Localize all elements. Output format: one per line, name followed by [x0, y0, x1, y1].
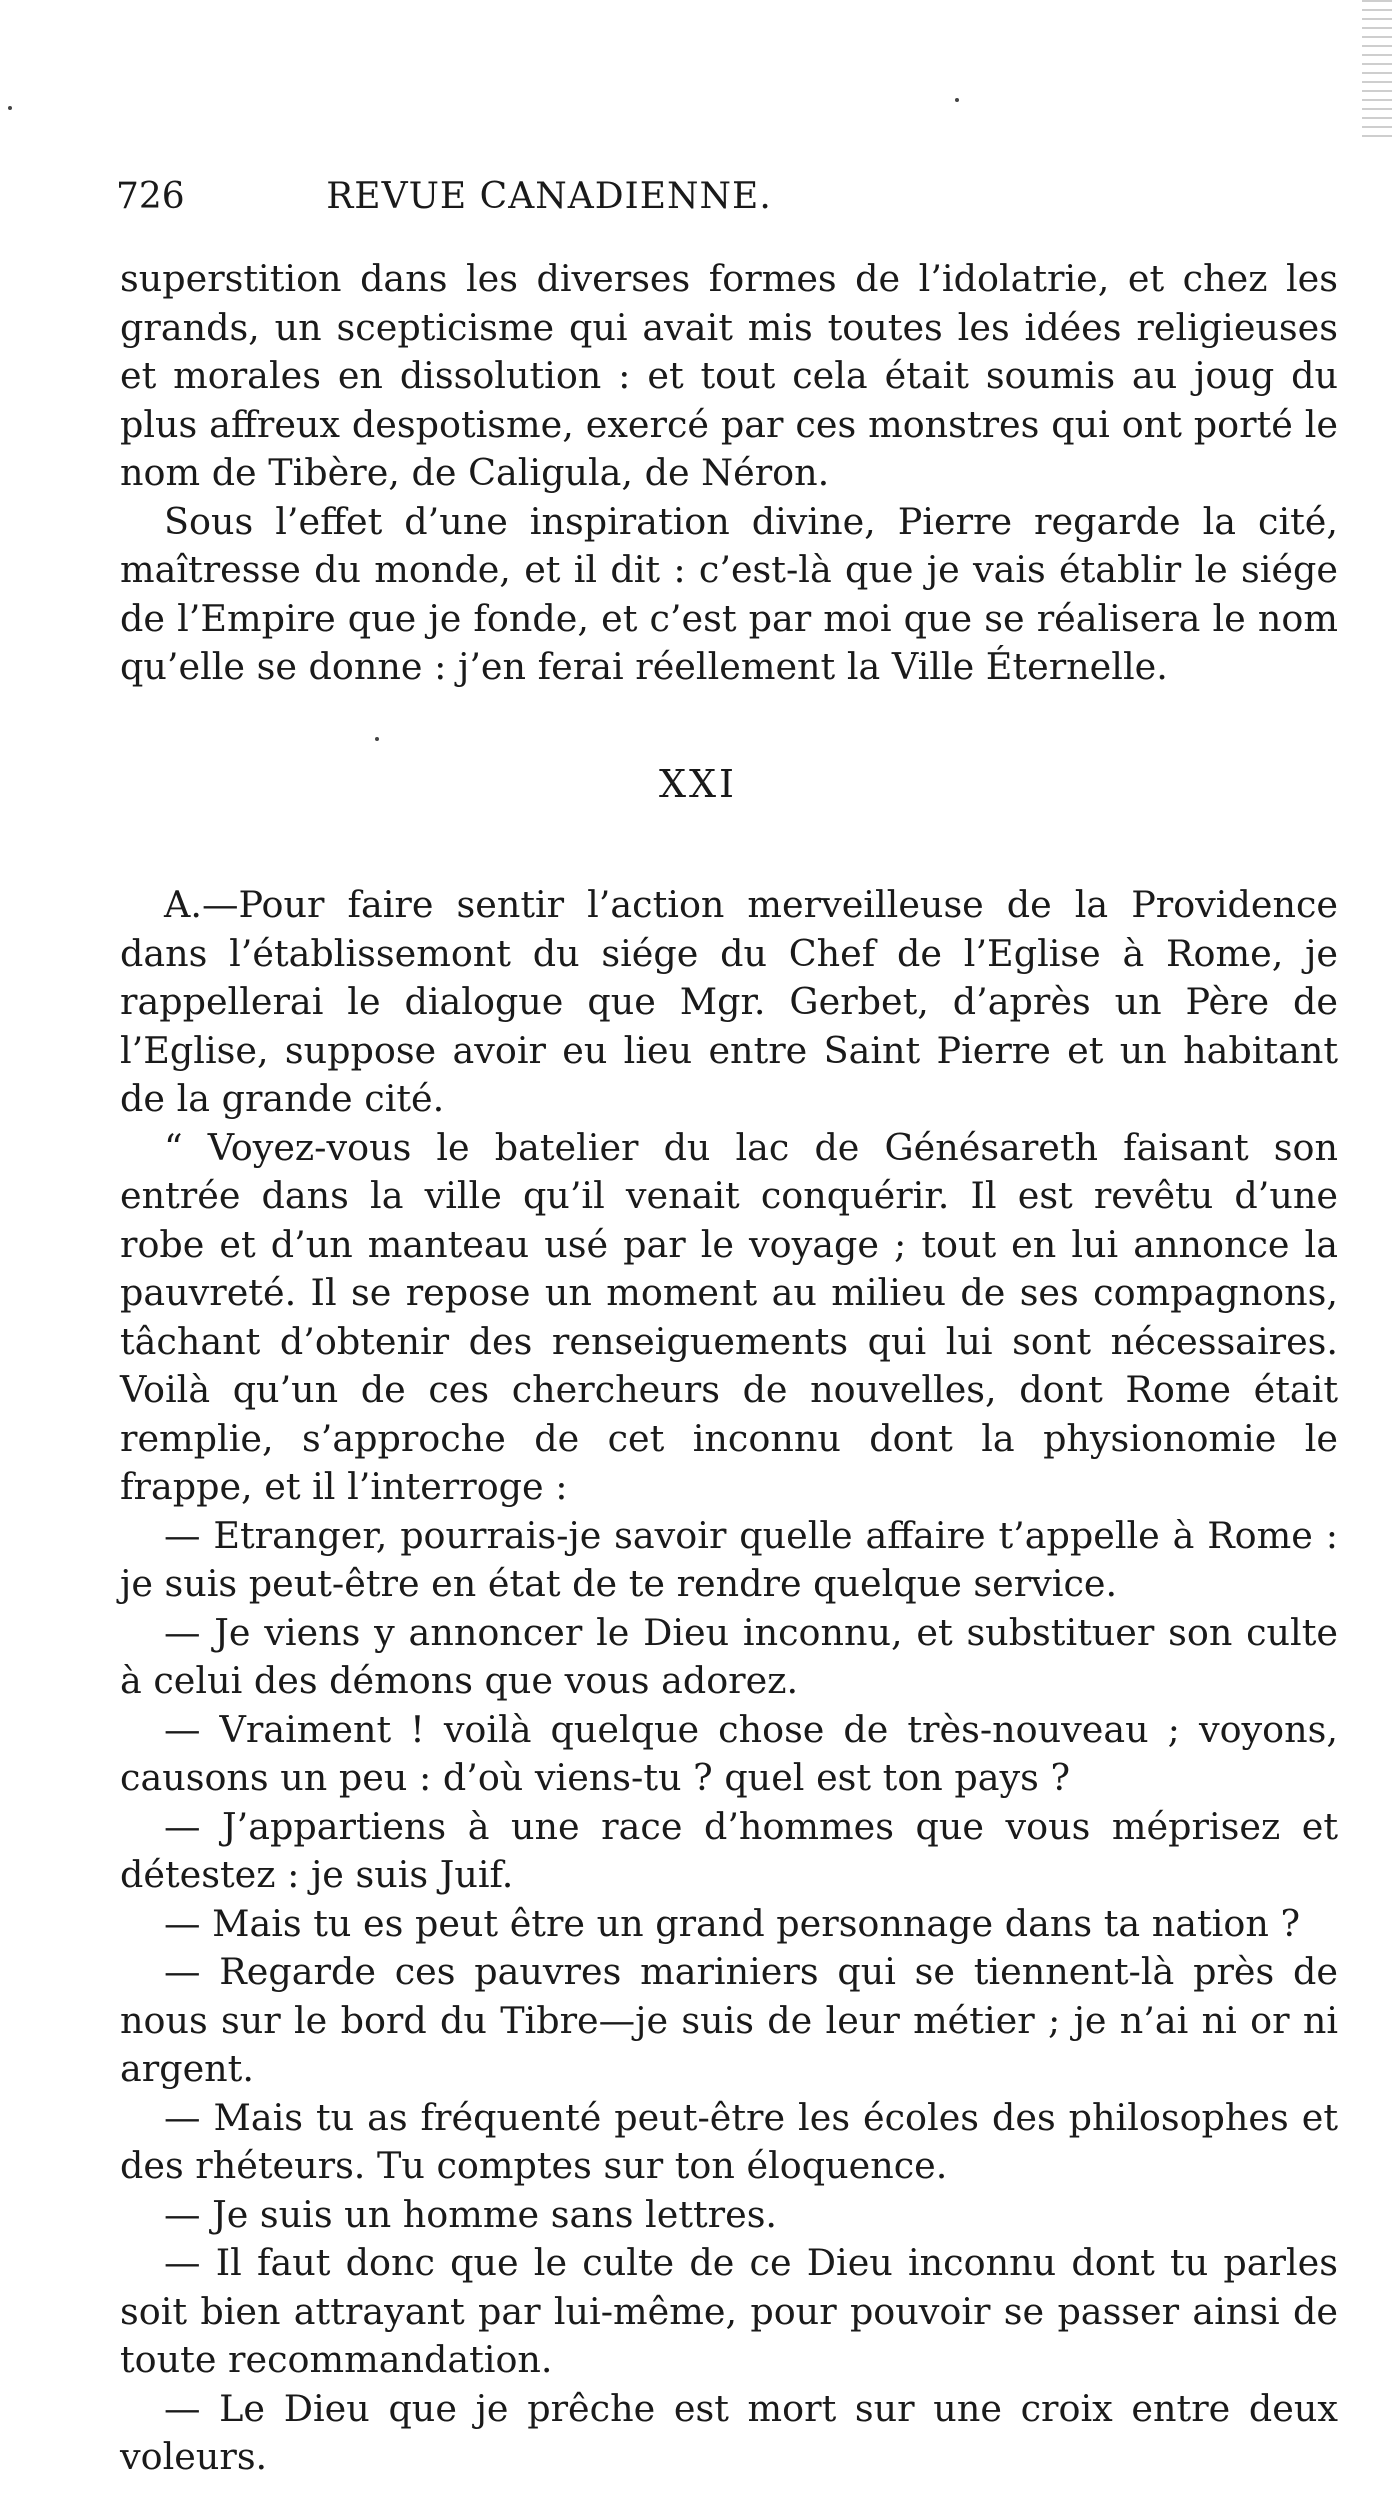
- paragraph: A.—Pour faire sentir l’action merveilleuse de la Providence dans l’établissemont du siége du Chef de l’Eglise à Rome, je rappellerai le dialogue que Mgr. Gerbet, d’après un Père de l’Eglise, suppose avoir eu lieu entre Saint Pierre et un habitant de la grande cité.: [120, 883, 1338, 1120]
- running-title: REVUE CANADIENNE.: [326, 176, 772, 217]
- speck-mark: [955, 98, 959, 102]
- paragraph: Sous l’effet d’une inspiration divine, Pierre regarde la cité, maîtresse du monde, et il dit : c’est-là que je vais établir le siége de l’Empire que je fonde, et c’est par moi que se réalisera le nom qu’elle se donne : j’en ferai réellement la Ville Éternelle.: [120, 499, 1338, 688]
- dialogue-line: — Je viens y annoncer le Dieu inconnu, et substituer son culte à celui des démons que vous adorez.: [120, 1610, 1338, 1702]
- dialogue-line: — Regarde ces pauvres mariniers qui se tiennent-là près de nous sur le bord du Tibre—je suis de leur métier ; je n’ai ni or ni argent.: [120, 1950, 1338, 2090]
- text-block-after-section: [120, 881, 1338, 2482]
- dialogue-line: — Il faut donc que le culte de ce Dieu inconnu dont tu parles soit bien attrayant par lui-même, pour pouvoir se passer ainsi de toute recommandation.: [120, 2241, 1338, 2381]
- dialogue-line: — Je suis un homme sans lettres.: [164, 2192, 778, 2236]
- paragraph: superstition dans les diverses formes de l’idolatrie, et chez les grands, un scepticisme qui avait mis toutes les idées religieuses et morales en dissolution : et tout cela était soumis au joug du plus affreux despotisme, exercé par ces monstres qui ont porté le nom de Tibère, de Caligula, de Néron.: [120, 257, 1338, 494]
- paragraph: “ Voyez-vous le batelier du lac de Génésareth faisant son entrée dans la ville qu’il venait conquérir. Il est revêtu d’une robe et d’un manteau usé par le voyage ; tout en lui annonce la pauvreté. Il se repose un moment au milieu de ses compagnons, tâchant d’obtenir des renseiguements qui lui sont nécessaires. Voilà qu’un de ces chercheurs de nouvelles, dont Rome était remplie, s’approche de cet inconnu dont la physionomie le frappe, et il l’interroge :: [120, 1125, 1338, 1508]
- speck-mark: [375, 737, 379, 741]
- page-edge-smudge: [1362, 0, 1392, 140]
- page-number: 726: [116, 176, 185, 217]
- running-header: [116, 172, 982, 222]
- section-heading: XXI: [658, 762, 738, 806]
- dialogue-line: — J’appartiens à une race d’hommes que vous méprisez et détestez : je suis Juif.: [120, 1804, 1338, 1896]
- text-block-before-section: [120, 255, 1338, 692]
- dialogue-line: — Le Dieu que je prêche est mort sur une croix entre deux voleurs.: [120, 2386, 1338, 2478]
- dialogue-line: — Etranger, pourrais-je savoir quelle affaire t’appelle à Rome : je suis peut-être en état de te rendre quelque service.: [120, 1513, 1338, 1605]
- speck-mark: [8, 106, 12, 110]
- dialogue-line: — Mais tu es peut être un grand personnage dans ta nation ?: [164, 1901, 1301, 1945]
- dialogue-line: — Vraiment ! voilà quelque chose de très-nouveau ; voyons, causons un peu : d’où viens-tu ? quel est ton pays ?: [120, 1707, 1338, 1799]
- dialogue-line: — Mais tu as fréquenté peut-être les écoles des philosophes et des rhéteurs. Tu comptes sur ton éloquence.: [120, 2095, 1338, 2187]
